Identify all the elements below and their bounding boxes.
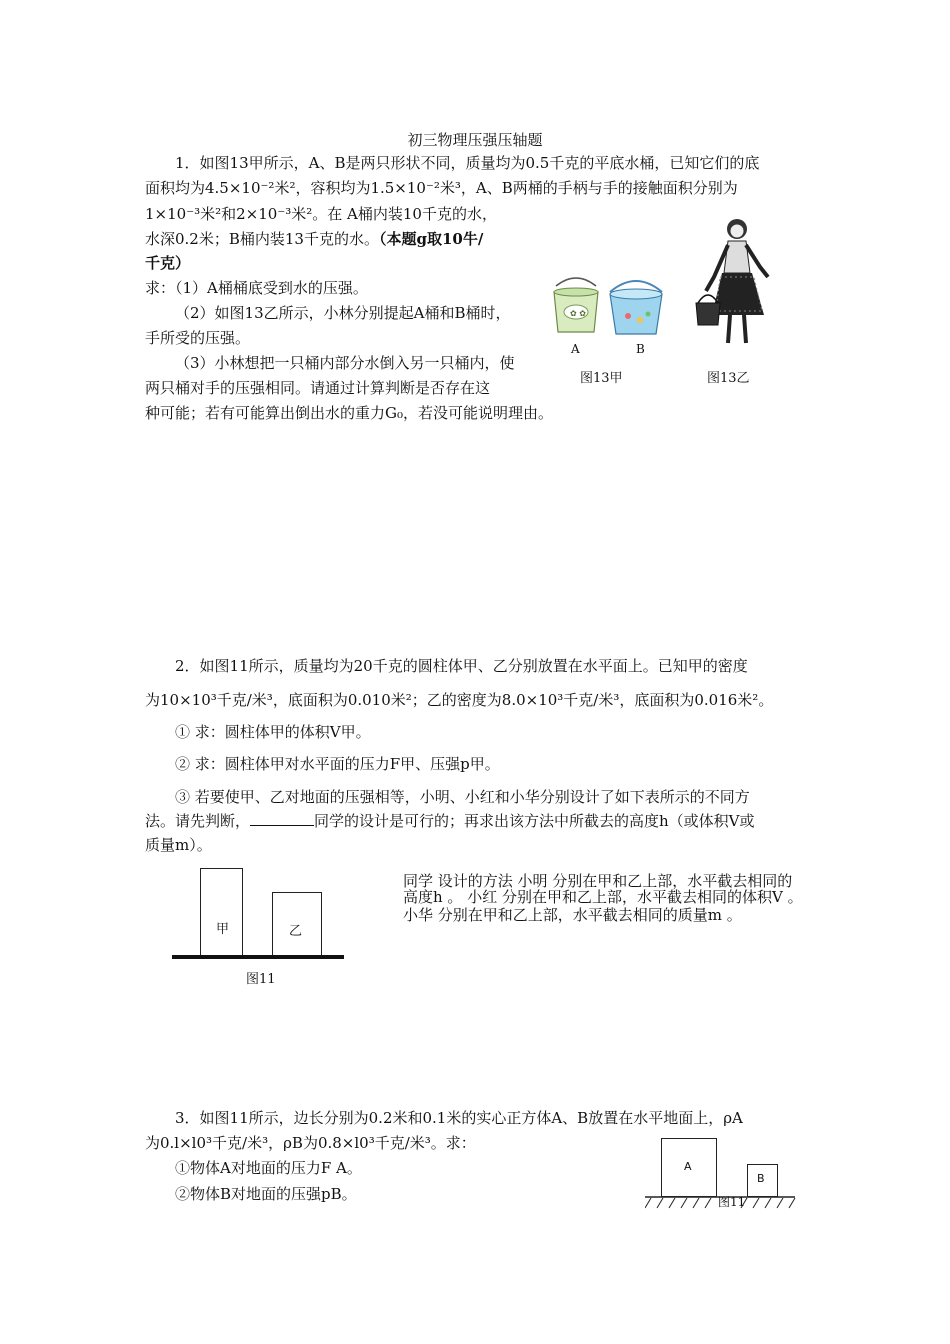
cube-b-label: B [757, 1172, 765, 1185]
q1-part2a: （2）如图13乙所示，小林分别提起A桶和B桶时， [175, 304, 511, 322]
q2-item2: ② 求：圆柱体甲对水平面的压力F甲、压强p甲。 [175, 755, 500, 773]
document-title: 初三物理压强压轴题 [407, 131, 543, 149]
answer-blank [250, 811, 314, 826]
figure-11-q3-caption: 图11 [718, 1195, 746, 1209]
cube-a-label: A [684, 1160, 692, 1173]
q1-part3b: 两只桶对手的压强相同。请通过计算判断是否存在这 [145, 379, 491, 397]
q2-line1: 2．如图11所示，质量均为20千克的圆柱体甲、乙分别放置在水平面上。已知甲的密度 [175, 657, 748, 675]
ground-line [172, 955, 344, 959]
bucket-b-label: B [636, 342, 645, 356]
methods-table-line1: 同学 设计的方法 小明 分别在甲和乙上部，水平截去相同的 [403, 872, 793, 890]
q1-line3: 1×10⁻³米²和2×10⁻³米²。在 A桶内装10千克的水， [145, 205, 497, 223]
q1-line4: 水深0.2米；B桶内装13千克的水。（本题g取10牛/ [145, 230, 484, 248]
q2-item3: ③ 若要使甲、乙对地面的压强相等，小明、小红和小华分别设计了如下表所示的不同方 [175, 788, 750, 806]
q1-part2b: 手所受的压强。 [145, 329, 251, 347]
figure-11-caption: 图11 [246, 972, 276, 987]
q2-item1: ① 求：圆柱体甲的体积V甲。 [175, 723, 371, 741]
q1-ask: 求：（1）A桶桶底受到水的压强。 [145, 279, 368, 297]
bucket-figure [548, 276, 668, 346]
q2-item3c: 质量m）。 [145, 836, 212, 854]
q1-g-note: （本题g取10牛/ [378, 230, 484, 248]
bucket-a-label: A [571, 342, 580, 356]
q3-line1: 3．如图11所示，边长分别为0.2米和0.1米的实心正方体A、B放置在水平地面上，ρA [175, 1109, 743, 1127]
methods-table-line2: 高度h 。 小红 分别在甲和乙上部，水平截去相同的体积V 。 [403, 888, 803, 906]
q2-line2: 为10×10³千克/米³，底面积为0.010米²；乙的密度为8.0×10³千克/米³，底面积为0.016米²。 [145, 691, 774, 709]
figure-13-jia-caption: 图13甲 [580, 371, 623, 386]
bucket-b-icon [610, 281, 662, 334]
q3-line2: 为0.l×l0³千克/米³，ρB为0.8×l0³千克/米³。求： [145, 1134, 476, 1152]
q1-part3c: 种可能；若有可能算出倒出水的重力G₀，若没可能说明理由。 [145, 404, 553, 422]
methods-table-line3: 小华 分别在甲和乙上部，水平截去相同的质量m 。 [403, 906, 742, 924]
q3-item1: ①物体A对地面的压力F A。 [175, 1159, 362, 1177]
cylinder-yi-label: 乙 [289, 924, 303, 939]
cylinder-jia [200, 868, 243, 956]
svg-text:✿ ✿: ✿ ✿ [570, 309, 586, 318]
q1-line1: 1．如图13甲所示，A、B是两只形状不同，质量均为0.5千克的平底水桶，已知它们的底 [175, 154, 760, 172]
q1-line2: 面积均为4.5×10⁻²米²，容积均为1.5×10⁻²米³，A、B两桶的手柄与手的接触面积分别为 [145, 179, 738, 197]
cylinder-jia-label: 甲 [216, 922, 230, 937]
q1-line5: 千克） [145, 254, 191, 272]
q3-item2: ②物体B对地面的压强pB。 [175, 1185, 357, 1203]
figure-13-yi-caption: 图13乙 [707, 371, 750, 386]
bucket-a-icon [554, 278, 598, 332]
girl-carrying-bucket-figure [692, 215, 782, 355]
q2-item3b: 法。请先判断， 同学的设计是可行的；再求出该方法中所截去的高度h（或体积V或 [145, 812, 755, 830]
q1-part3a: （3）小林想把一只桶内部分水倒入另一只桶内，使 [175, 354, 515, 372]
